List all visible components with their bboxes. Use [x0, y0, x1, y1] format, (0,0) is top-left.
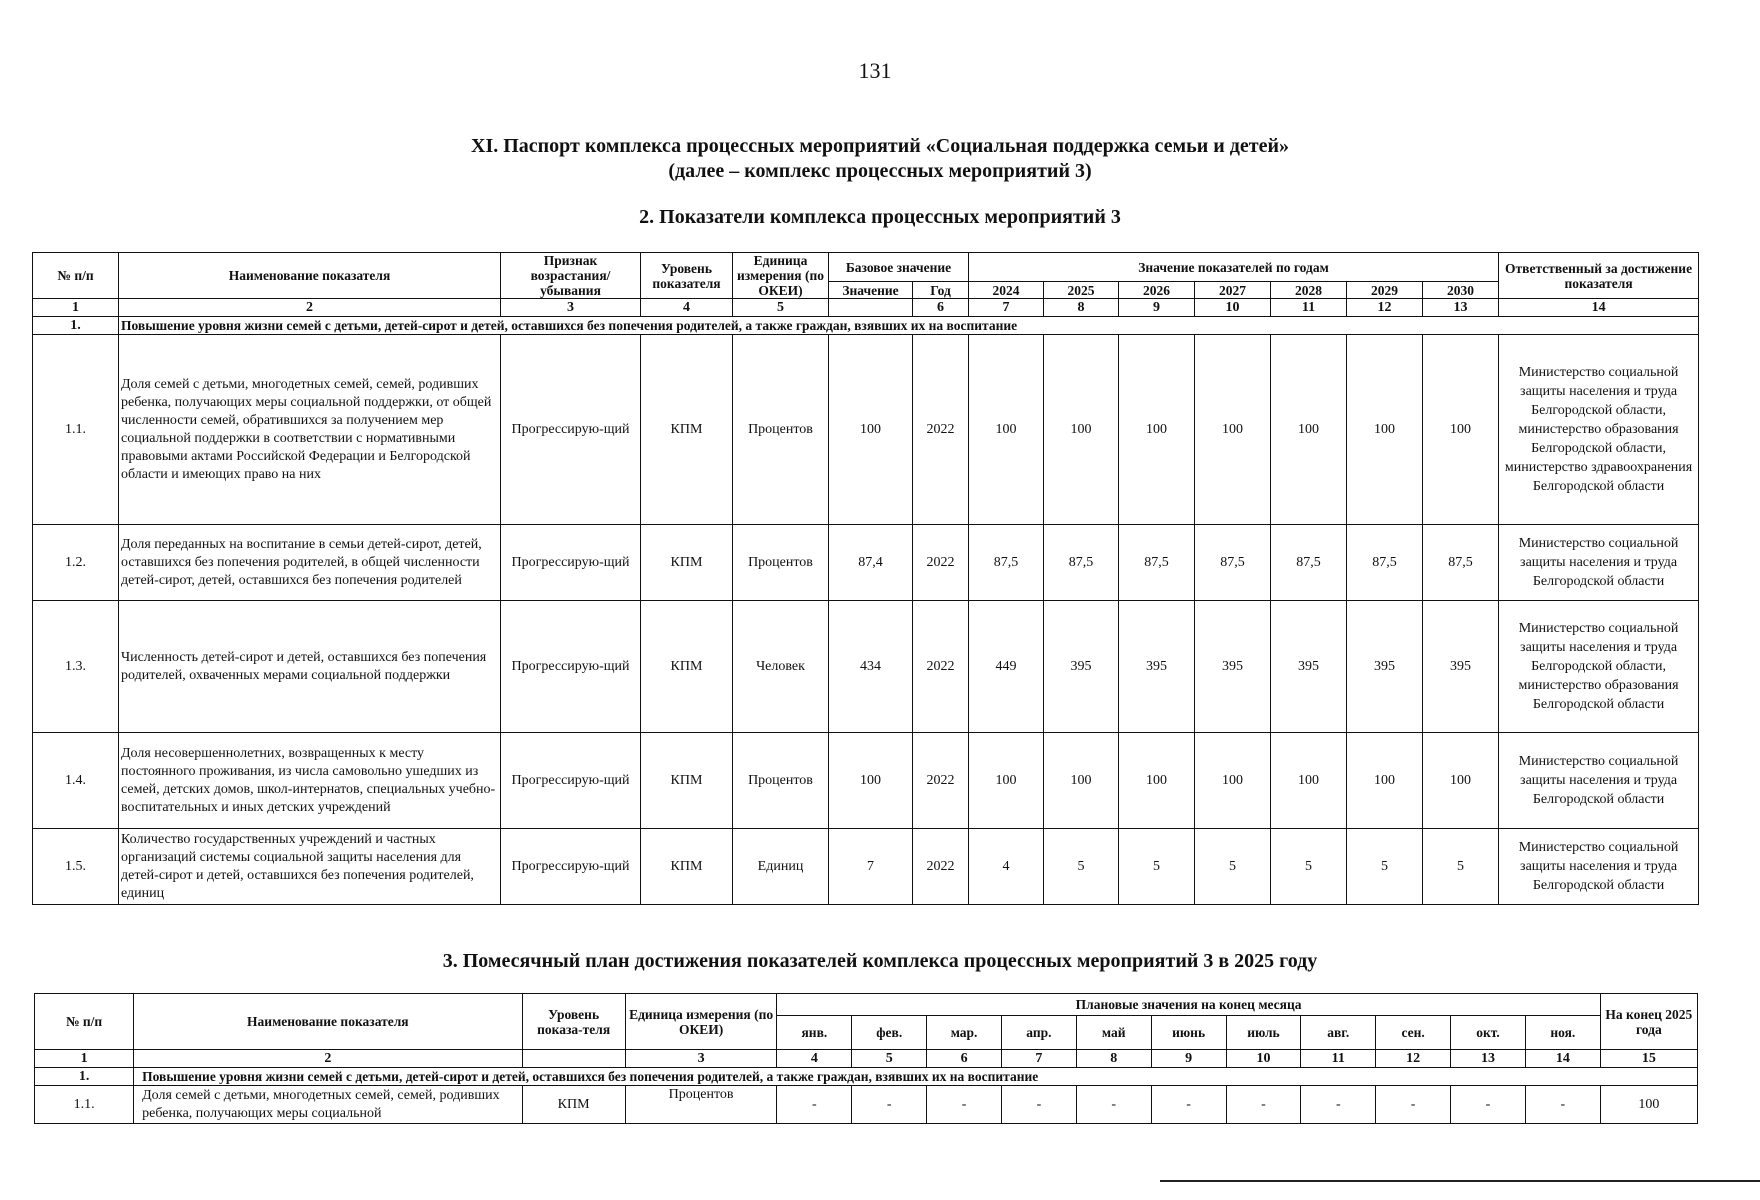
header-level: Уровень показа-теля: [522, 994, 625, 1050]
col-number: 12: [1347, 299, 1423, 317]
table-row: [33, 525, 1699, 601]
header-month: мар.: [927, 1016, 1002, 1050]
col-number: 7: [1001, 1050, 1076, 1068]
row-name: Доля семей с детьми, многодетных семей, семей, родивших ребенка, получающих меры социальной: [134, 1086, 522, 1124]
row-month-value: -: [1076, 1086, 1151, 1124]
row-level: КПМ: [641, 829, 733, 905]
col-number: 6: [913, 299, 969, 317]
row-num: 1.1.: [33, 335, 119, 525]
column-numbers-row: [33, 299, 1699, 317]
header-year: 2029: [1347, 282, 1423, 299]
row-name: Количество государственных учреждений и частных организаций системы социальной защиты населения для детей-сирот и детей, оставшихся без попечения родителей, единиц: [119, 829, 501, 905]
header-name: Наименование показателя: [134, 994, 522, 1050]
monthly-plan-table: [34, 993, 1698, 1124]
row-unit: Процентов: [733, 335, 829, 525]
row-value: 5: [1119, 829, 1195, 905]
col-number: 3: [501, 299, 641, 317]
col-number: 5: [852, 1050, 927, 1068]
row-value: 87,5: [1044, 525, 1119, 601]
col-number: 3: [625, 1050, 777, 1068]
col-number: 14: [1499, 299, 1699, 317]
section-num: 1.: [35, 1068, 134, 1086]
row-value: 5: [1347, 829, 1423, 905]
header-unit: Единица измерения (по ОКЕИ): [625, 994, 777, 1050]
row-responsible: Министерство социальной защиты населения и труда Белгородской области, министерство образования Белгородской области, министерство здравоохранения Белгородской области: [1499, 335, 1699, 525]
col-number: 4: [777, 1050, 852, 1068]
table-row: [33, 601, 1699, 733]
indicators-table: [32, 252, 1699, 905]
row-level: КПМ: [641, 601, 733, 733]
row-value: 5: [1271, 829, 1347, 905]
header-month: окт.: [1451, 1016, 1526, 1050]
col-number: 7: [969, 299, 1044, 317]
row-value: 395: [1347, 601, 1423, 733]
row-value: 100: [969, 733, 1044, 829]
row-value: 100: [969, 335, 1044, 525]
table-row: [33, 829, 1699, 905]
col-number: 8: [1076, 1050, 1151, 1068]
row-sign: Прогрессирую-щий: [501, 733, 641, 829]
row-value: 4: [969, 829, 1044, 905]
row-month-value: -: [1376, 1086, 1451, 1124]
header-num: № п/п: [35, 994, 134, 1050]
header-month: авг.: [1301, 1016, 1376, 1050]
section-num: 1.: [33, 317, 119, 335]
row-num: 1.1.: [35, 1086, 134, 1124]
header-end-of-year: На конец 2025 года: [1600, 994, 1697, 1050]
row-base-year: 2022: [913, 601, 969, 733]
row-month-value: -: [777, 1086, 852, 1124]
header-year: 2025: [1044, 282, 1119, 299]
row-value: 87,5: [1119, 525, 1195, 601]
header-year: 2026: [1119, 282, 1195, 299]
header-base: Базовое значение: [829, 253, 969, 282]
header-year: 2027: [1195, 282, 1271, 299]
header-year: 2024: [969, 282, 1044, 299]
header-month: апр.: [1001, 1016, 1076, 1050]
row-value: 87,5: [1347, 525, 1423, 601]
row-num: 1.5.: [33, 829, 119, 905]
row-num: 1.2.: [33, 525, 119, 601]
row-value: 100: [1271, 733, 1347, 829]
row-value: 100: [1119, 335, 1195, 525]
row-base-value: 7: [829, 829, 913, 905]
col-number: [829, 299, 913, 317]
row-unit: Единиц: [733, 829, 829, 905]
table-row: [33, 733, 1699, 829]
row-base-value: 100: [829, 733, 913, 829]
row-value: 87,5: [1423, 525, 1499, 601]
row-base-value: 87,4: [829, 525, 913, 601]
row-base-value: 100: [829, 335, 913, 525]
row-name: Доля семей с детьми, многодетных семей, семей, родивших ребенка, получающих меры социальной поддержки, от общей численности семей, обратившихся за получением мер социальной поддержки в соответствии с нормативными правовыми актами Российской Федерации и Белгородской области и имеющих право на них: [119, 335, 501, 525]
row-responsible: Министерство социальной защиты населения и труда Белгородской области: [1499, 525, 1699, 601]
row-name: Доля переданных на воспитание в семьи детей-сирот, детей, оставшихся без попечения родителей, в общей численности детей-сирот, детей, оставшихся без попечения родителей: [119, 525, 501, 601]
header-unit: Единица измерения (по ОКЕИ): [733, 253, 829, 299]
row-level: КПМ: [641, 525, 733, 601]
row-value: 100: [1347, 335, 1423, 525]
section-row: [33, 317, 1699, 335]
row-value: 449: [969, 601, 1044, 733]
row-name: Численность детей-сирот и детей, оставшихся без попечения родителей, охваченных мерами социальной поддержки: [119, 601, 501, 733]
col-number: 9: [1151, 1050, 1226, 1068]
col-number: 4: [641, 299, 733, 317]
row-month-value: -: [852, 1086, 927, 1124]
col-number: 13: [1423, 299, 1499, 317]
row-responsible: Министерство социальной защиты населения и труда Белгородской области, министерство образования Белгородской области: [1499, 601, 1699, 733]
row-unit: Человек: [733, 601, 829, 733]
row-level: КПМ: [641, 335, 733, 525]
col-number: 5: [733, 299, 829, 317]
row-num: 1.4.: [33, 733, 119, 829]
col-number: 2: [119, 299, 501, 317]
row-name: Доля несовершеннолетних, возвращенных к месту постоянного проживания, из числа самовольно ушедших из семей, детских домов, школ-интернатов, специальных учебно-воспитательных и иных детских учреждений: [119, 733, 501, 829]
header-year: 2030: [1423, 282, 1499, 299]
table-row: [35, 1086, 1698, 1124]
row-value: 100: [1044, 733, 1119, 829]
passport-title: [0, 134, 1760, 184]
section-row: [35, 1068, 1698, 1086]
col-number: 2: [134, 1050, 522, 1068]
header-month: фев.: [852, 1016, 927, 1050]
row-month-value: -: [1451, 1086, 1526, 1124]
header-level: Уровень показателя: [641, 253, 733, 299]
section3-title: 3. Помесячный план достижения показателей комплекса процессных мероприятий 3 в 2025 году: [442, 950, 1318, 972]
row-sign: Прогрессирую-щий: [501, 335, 641, 525]
section-text: Повышение уровня жизни семей с детьми, детей-сирот и детей, оставшихся без попечения родителей, а также граждан, взявших их на воспитание: [134, 1068, 1698, 1086]
row-unit: Процентов: [625, 1086, 777, 1124]
page-number: 131: [858, 58, 892, 83]
col-number: 10: [1226, 1050, 1301, 1068]
row-value: 100: [1195, 335, 1271, 525]
col-number: [522, 1050, 625, 1068]
column-numbers-row: [35, 1050, 1698, 1068]
col-number: 15: [1600, 1050, 1697, 1068]
title-line-2: (далее – комплекс процессных мероприятий 3): [668, 160, 1092, 182]
title-line-1: XI. Паспорт комплекса процессных мероприятий «Социальная поддержка семьи и детей»: [471, 135, 1289, 157]
row-unit: Процентов: [733, 733, 829, 829]
header-num: № п/п: [33, 253, 119, 299]
row-month-value: -: [1226, 1086, 1301, 1124]
header-month: июнь: [1151, 1016, 1226, 1050]
row-base-year: 2022: [913, 829, 969, 905]
header-month: янв.: [777, 1016, 852, 1050]
row-level: КПМ: [522, 1086, 625, 1124]
row-value: 100: [1195, 733, 1271, 829]
col-number: 11: [1301, 1050, 1376, 1068]
header-plan: Плановые значения на конец месяца: [777, 994, 1600, 1016]
col-number: 9: [1119, 299, 1195, 317]
row-value: 5: [1195, 829, 1271, 905]
col-number: 1: [35, 1050, 134, 1068]
section-text: Повышение уровня жизни семей с детьми, детей-сирот и детей, оставшихся без попечения родителей, а также граждан, взявших их на воспитание: [119, 317, 1699, 335]
row-end-value: 100: [1600, 1086, 1697, 1124]
header-sign: Признак возрастания/ убывания: [501, 253, 641, 299]
row-num: 1.3.: [33, 601, 119, 733]
row-base-year: 2022: [913, 733, 969, 829]
row-value: 87,5: [1195, 525, 1271, 601]
row-value: 100: [1044, 335, 1119, 525]
row-month-value: -: [1151, 1086, 1226, 1124]
row-responsible: Министерство социальной защиты населения и труда Белгородской области: [1499, 733, 1699, 829]
row-month-value: -: [1001, 1086, 1076, 1124]
row-month-value: -: [1525, 1086, 1600, 1124]
row-base-year: 2022: [913, 525, 969, 601]
header-name: Наименование показателя: [119, 253, 501, 299]
scan-edge-line: [1160, 1180, 1760, 1182]
row-responsible: Министерство социальной защиты населения и труда Белгородской области: [1499, 829, 1699, 905]
col-number: 13: [1451, 1050, 1526, 1068]
section2-title: 2. Показатели комплекса процессных мероприятий 3: [639, 206, 1121, 228]
header-years: Значение показателей по годам: [969, 253, 1499, 282]
row-value: 100: [1423, 335, 1499, 525]
header-month: сен.: [1376, 1016, 1451, 1050]
row-value: 100: [1423, 733, 1499, 829]
col-number: 11: [1271, 299, 1347, 317]
col-number: 10: [1195, 299, 1271, 317]
row-month-value: -: [1301, 1086, 1376, 1124]
row-value: 395: [1423, 601, 1499, 733]
row-sign: Прогрессирую-щий: [501, 601, 641, 733]
row-value: 5: [1044, 829, 1119, 905]
row-value: 5: [1423, 829, 1499, 905]
row-base-year: 2022: [913, 335, 969, 525]
row-value: 395: [1119, 601, 1195, 733]
table-row: [33, 335, 1699, 525]
col-number: 1: [33, 299, 119, 317]
header-year: 2028: [1271, 282, 1347, 299]
col-number: 6: [927, 1050, 1002, 1068]
row-value: 87,5: [969, 525, 1044, 601]
row-month-value: -: [927, 1086, 1002, 1124]
row-value: 100: [1271, 335, 1347, 525]
row-value: 87,5: [1271, 525, 1347, 601]
row-value: 395: [1044, 601, 1119, 733]
header-base-value: Значение: [829, 282, 913, 299]
header-month: ноя.: [1525, 1016, 1600, 1050]
header-responsible: Ответственный за достижение показателя: [1499, 253, 1699, 299]
header-month: июль: [1226, 1016, 1301, 1050]
row-level: КПМ: [641, 733, 733, 829]
row-value: 100: [1347, 733, 1423, 829]
col-number: 12: [1376, 1050, 1451, 1068]
row-base-value: 434: [829, 601, 913, 733]
row-value: 395: [1271, 601, 1347, 733]
row-sign: Прогрессирую-щий: [501, 829, 641, 905]
col-number: 8: [1044, 299, 1119, 317]
row-unit: Процентов: [733, 525, 829, 601]
row-value: 395: [1195, 601, 1271, 733]
header-base-year: Год: [913, 282, 969, 299]
header-month: май: [1076, 1016, 1151, 1050]
row-value: 100: [1119, 733, 1195, 829]
col-number: 14: [1525, 1050, 1600, 1068]
row-sign: Прогрессирую-щий: [501, 525, 641, 601]
